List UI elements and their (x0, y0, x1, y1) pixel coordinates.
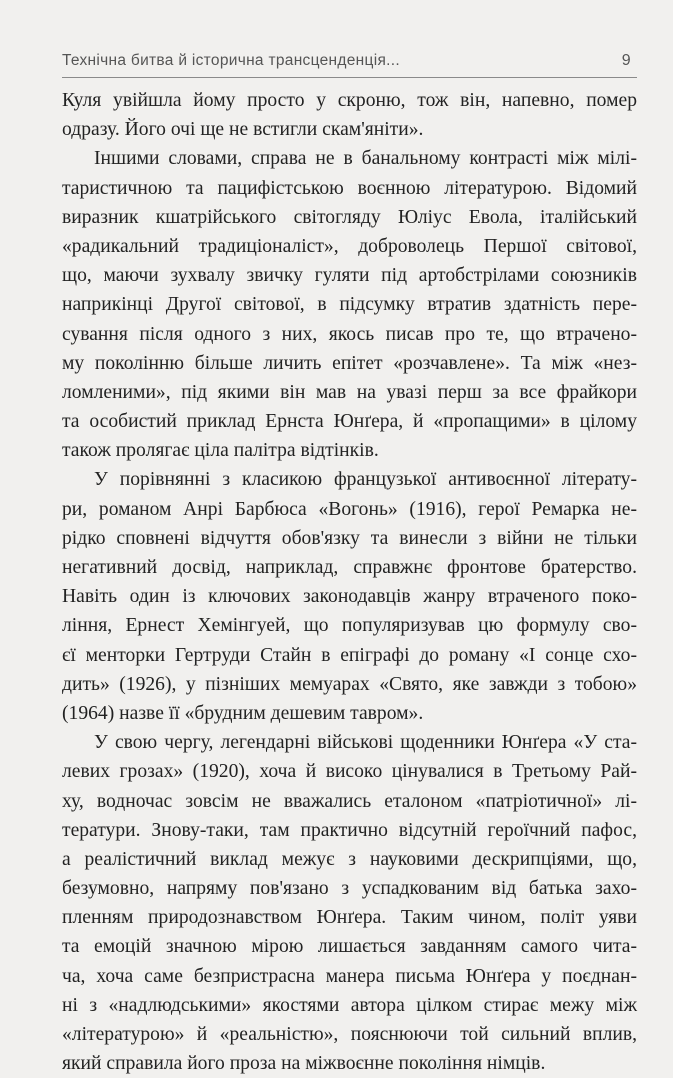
text-line: ри, романом Анрі Барбюса «Вогонь» (1916), герої Ремарка не- (62, 498, 637, 520)
text-line: сування після одного з них, якось писав про те, що втрачено- (62, 323, 637, 345)
text-line: ломленими», під якими він мав на увазі перш за все фрайкори (62, 381, 637, 403)
text-line: У свою чергу, легендарні військові щоденники Юнґера «У ста- (94, 732, 637, 754)
text-line: пленням природознавством Юнґера. Таким чином, політ уяви (62, 907, 637, 929)
text-line: таристичною та пацифістською воєнною літературою. Відомий (62, 177, 637, 199)
paragraph (62, 728, 637, 1078)
running-header (62, 52, 637, 74)
text-line: У порівнянні з класикою французької антивоєнної літерату- (94, 469, 637, 491)
paragraph (62, 465, 637, 728)
text-line: Куля увійшла йому просто у скроню, тож він, напевно, помер (62, 90, 637, 111)
text-line: Навіть один із ключових законодавців жанру втраченого поко- (62, 586, 637, 608)
text-line: дить» (1926), у пізніших мемуарах «Свято, яке завжди з тобою» (62, 673, 637, 695)
text-line: тератури. Знову-таки, там практично відсутній героїчний пафос, (62, 819, 637, 841)
text-line: рідко сповнені відчуття обов'язку та винесли з війни не тільки (62, 527, 637, 549)
text-line: «радикальний традиціоналіст», доброволець Першої світової, (62, 235, 637, 257)
text-line: також пролягає ціла палітра відтінків. (62, 440, 379, 462)
body-text (62, 86, 637, 1078)
text-line: Іншими словами, справа не в банальному контрасті між мілі- (94, 148, 637, 170)
text-line: му поколінню більше личить епітет «розчавлене». Та між «нез- (62, 352, 637, 374)
text-line: ні з «надлюдськими» якостями автора цілком стирає межу між (62, 994, 637, 1016)
text-line: та особистий приклад Ернста Юнґера, й «пропащими» в цілому (62, 411, 637, 433)
header-divider (62, 77, 637, 78)
text-line: безумовно, напряму пов'язано з успадкованим від батька захо- (62, 878, 637, 900)
text-line: та емоцій значною мірою лишається завданням самого чита- (62, 936, 637, 958)
text-line: ління, Ернест Хемінгуей, що популяризував цю формулу сво- (62, 615, 637, 637)
text-line: єї менторки Гертруди Стайн в епіграфі до роману «І сонце схо- (62, 644, 637, 666)
text-line: «літературою» й «реальністю», пояснюючи той сильний вплив, (62, 1024, 637, 1045)
paragraph (62, 144, 637, 465)
text-line: а реалістичний виклад межує з науковими дескрипціями, що, (62, 848, 637, 870)
text-line: левих грозах» (1920), хоча й високо цінувалися в Третьому Рай- (62, 761, 637, 783)
text-line: ху, водночас зовсім не вважались еталоном «патріотичної» лі- (62, 790, 637, 812)
text-line: який справила його проза на міжвоєнне покоління німців. (62, 1053, 546, 1075)
text-line: що, маючи зухвалу звичку гуляти під артобстрілами союзників (62, 265, 637, 287)
text-line: (1964) назве її «брудним дешевим тавром». (62, 702, 424, 724)
page-number: 9 (621, 52, 631, 69)
text-line: одразу. Його очі ще не встигли скам'яніти». (62, 119, 424, 141)
text-line: наприкінці Другої світової, в підсумку втратив здатність пере- (62, 294, 637, 316)
text-line: виразник кшатрійського світогляду Юліус Евола, італійський (62, 206, 637, 228)
text-line: ча, хоча саме безпристрасна манера письма Юнґера у поєднан- (62, 965, 637, 987)
running-header-title: Технічна битва й історична трансценденція... (62, 52, 400, 69)
paragraph (62, 86, 637, 144)
text-line: негативний досвід, наприклад, справжнє фронтове братерство. (62, 557, 637, 578)
